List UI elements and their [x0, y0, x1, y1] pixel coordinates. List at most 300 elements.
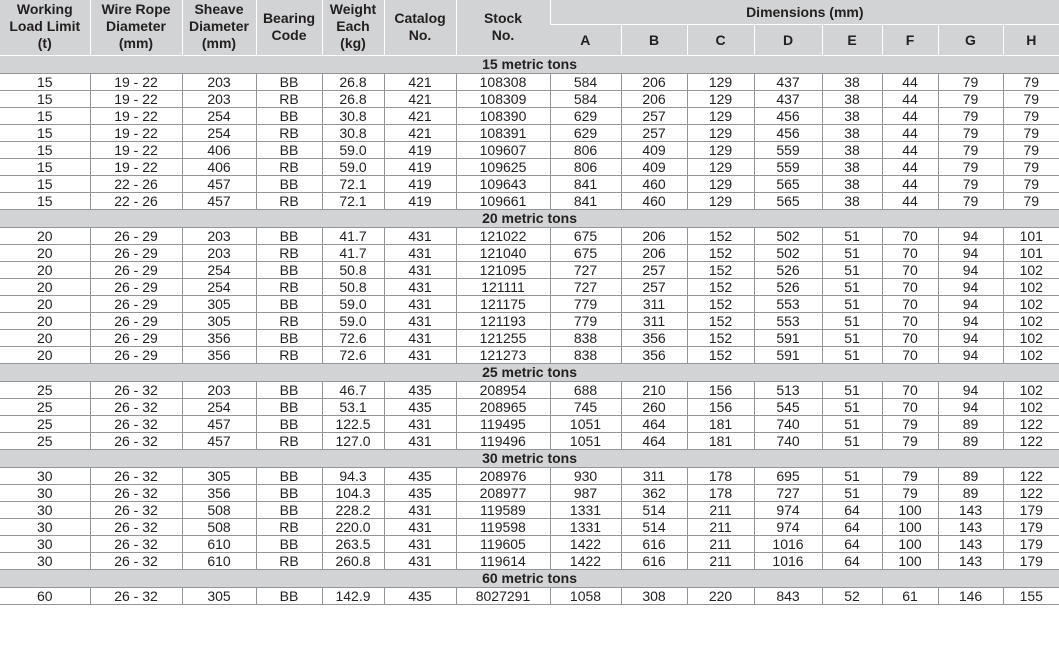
header-dim-f: F	[882, 25, 938, 56]
cell-dim-a: 987	[550, 485, 621, 502]
table-row	[0, 330, 1059, 347]
header-dim-h: H	[1003, 25, 1059, 56]
cell-dim-b: 514	[621, 502, 687, 519]
cell-dim-g: 94	[938, 347, 1003, 364]
table-row	[0, 347, 1059, 364]
cell-sheave-diameter: 305	[182, 468, 256, 485]
cell-dim-h: 179	[1003, 519, 1059, 536]
cell-wire-rope-diameter: 26 - 32	[90, 536, 182, 553]
cell-bearing-code: RB	[256, 347, 322, 364]
cell-working-load-limit: 20	[0, 262, 90, 279]
cell-wire-rope-diameter: 26 - 32	[90, 502, 182, 519]
cell-wire-rope-diameter: 26 - 29	[90, 228, 182, 245]
cell-dim-h: 79	[1003, 125, 1059, 142]
cell-dim-c: 152	[687, 347, 754, 364]
table-row	[0, 588, 1059, 605]
cell-working-load-limit: 15	[0, 74, 90, 91]
cell-bearing-code: BB	[256, 382, 322, 399]
cell-sheave-diameter: 457	[182, 176, 256, 193]
cell-dim-a: 779	[550, 296, 621, 313]
section-title: 60 metric tons	[0, 570, 1059, 588]
cell-dim-h: 79	[1003, 142, 1059, 159]
cell-weight-each: 26.8	[322, 74, 384, 91]
cell-working-load-limit: 30	[0, 502, 90, 519]
cell-dim-f: 100	[882, 519, 938, 536]
table-row	[0, 245, 1059, 262]
cell-working-load-limit: 20	[0, 313, 90, 330]
cell-weight-each: 72.6	[322, 330, 384, 347]
header-sheave-diameter: Sheave Diameter (mm)	[182, 0, 256, 56]
cell-sheave-diameter: 203	[182, 91, 256, 108]
cell-dim-b: 260	[621, 399, 687, 416]
cell-catalog-no: 435	[384, 399, 456, 416]
cell-dim-h: 102	[1003, 296, 1059, 313]
cell-dim-b: 206	[621, 228, 687, 245]
cell-working-load-limit: 30	[0, 553, 90, 570]
cell-dim-e: 51	[822, 433, 882, 450]
cell-dim-e: 51	[822, 228, 882, 245]
cell-weight-each: 59.0	[322, 296, 384, 313]
cell-dim-e: 51	[822, 279, 882, 296]
cell-stock-no: 121255	[456, 330, 550, 347]
cell-dim-h: 79	[1003, 74, 1059, 91]
cell-dim-a: 838	[550, 330, 621, 347]
cell-dim-c: 156	[687, 382, 754, 399]
cell-dim-a: 745	[550, 399, 621, 416]
header-dim-d: D	[754, 25, 822, 56]
section-title: 15 metric tons	[0, 56, 1059, 74]
section-title: 30 metric tons	[0, 450, 1059, 468]
cell-stock-no: 119589	[456, 502, 550, 519]
cell-catalog-no: 431	[384, 262, 456, 279]
table-row	[0, 91, 1059, 108]
cell-dim-b: 206	[621, 245, 687, 262]
cell-dim-h: 79	[1003, 159, 1059, 176]
cell-dim-b: 514	[621, 519, 687, 536]
cell-stock-no: 119614	[456, 553, 550, 570]
cell-weight-each: 94.3	[322, 468, 384, 485]
cell-dim-g: 79	[938, 176, 1003, 193]
cell-dim-c: 129	[687, 159, 754, 176]
section-header-row	[0, 56, 1059, 74]
cell-dim-g: 94	[938, 245, 1003, 262]
cell-dim-g: 79	[938, 159, 1003, 176]
cell-dim-b: 308	[621, 588, 687, 605]
cell-weight-each: 30.8	[322, 108, 384, 125]
cell-catalog-no: 419	[384, 159, 456, 176]
cell-dim-h: 179	[1003, 502, 1059, 519]
cell-wire-rope-diameter: 26 - 29	[90, 296, 182, 313]
cell-dim-f: 79	[882, 485, 938, 502]
cell-dim-f: 70	[882, 279, 938, 296]
cell-dim-c: 211	[687, 553, 754, 570]
cell-dim-h: 122	[1003, 485, 1059, 502]
cell-dim-a: 806	[550, 159, 621, 176]
header-wire-rope-diameter: Wire Rope Diameter (mm)	[90, 0, 182, 56]
cell-dim-e: 64	[822, 536, 882, 553]
cell-catalog-no: 419	[384, 142, 456, 159]
cell-dim-c: 129	[687, 193, 754, 210]
cell-catalog-no: 421	[384, 74, 456, 91]
cell-dim-f: 70	[882, 399, 938, 416]
cell-dim-e: 51	[822, 416, 882, 433]
cell-dim-b: 257	[621, 262, 687, 279]
cell-wire-rope-diameter: 22 - 26	[90, 193, 182, 210]
cell-working-load-limit: 25	[0, 399, 90, 416]
cell-dim-a: 806	[550, 142, 621, 159]
cell-dim-g: 89	[938, 468, 1003, 485]
cell-bearing-code: BB	[256, 502, 322, 519]
cell-catalog-no: 431	[384, 519, 456, 536]
cell-sheave-diameter: 203	[182, 382, 256, 399]
cell-stock-no: 119598	[456, 519, 550, 536]
cell-weight-each: 72.6	[322, 347, 384, 364]
cell-dim-g: 79	[938, 108, 1003, 125]
cell-dim-h: 79	[1003, 91, 1059, 108]
cell-stock-no: 119495	[456, 416, 550, 433]
cell-dim-f: 100	[882, 502, 938, 519]
cell-bearing-code: BB	[256, 176, 322, 193]
cell-dim-a: 675	[550, 228, 621, 245]
cell-catalog-no: 435	[384, 588, 456, 605]
cell-wire-rope-diameter: 19 - 22	[90, 125, 182, 142]
cell-bearing-code: BB	[256, 262, 322, 279]
cell-dim-b: 356	[621, 347, 687, 364]
cell-dim-a: 1331	[550, 502, 621, 519]
cell-weight-each: 260.8	[322, 553, 384, 570]
cell-wire-rope-diameter: 26 - 32	[90, 553, 182, 570]
cell-dim-d: 456	[754, 108, 822, 125]
cell-sheave-diameter: 203	[182, 228, 256, 245]
table-row	[0, 502, 1059, 519]
cell-dim-f: 70	[882, 313, 938, 330]
cell-dim-d: 843	[754, 588, 822, 605]
cell-dim-f: 70	[882, 330, 938, 347]
cell-dim-h: 102	[1003, 399, 1059, 416]
cell-catalog-no: 431	[384, 502, 456, 519]
cell-bearing-code: BB	[256, 330, 322, 347]
cell-stock-no: 109643	[456, 176, 550, 193]
cell-dim-a: 688	[550, 382, 621, 399]
cell-dim-h: 102	[1003, 313, 1059, 330]
cell-catalog-no: 431	[384, 228, 456, 245]
cell-dim-c: 211	[687, 502, 754, 519]
cell-dim-h: 122	[1003, 468, 1059, 485]
header-dim-c: C	[687, 25, 754, 56]
cell-weight-each: 50.8	[322, 279, 384, 296]
cell-bearing-code: BB	[256, 296, 322, 313]
table-row	[0, 468, 1059, 485]
cell-dim-f: 100	[882, 536, 938, 553]
cell-dim-b: 356	[621, 330, 687, 347]
cell-bearing-code: BB	[256, 468, 322, 485]
cell-dim-a: 779	[550, 313, 621, 330]
cell-sheave-diameter: 254	[182, 262, 256, 279]
cell-dim-a: 727	[550, 262, 621, 279]
cell-dim-a: 1058	[550, 588, 621, 605]
cell-dim-e: 64	[822, 502, 882, 519]
cell-dim-d: 591	[754, 330, 822, 347]
cell-dim-e: 38	[822, 193, 882, 210]
cell-wire-rope-diameter: 26 - 32	[90, 382, 182, 399]
cell-weight-each: 228.2	[322, 502, 384, 519]
cell-working-load-limit: 60	[0, 588, 90, 605]
cell-dim-d: 526	[754, 262, 822, 279]
cell-working-load-limit: 15	[0, 108, 90, 125]
cell-dim-f: 70	[882, 347, 938, 364]
cell-stock-no: 208954	[456, 382, 550, 399]
table-row	[0, 262, 1059, 279]
cell-stock-no: 208976	[456, 468, 550, 485]
cell-weight-each: 41.7	[322, 228, 384, 245]
cell-dim-b: 616	[621, 536, 687, 553]
cell-dim-h: 79	[1003, 176, 1059, 193]
cell-wire-rope-diameter: 26 - 29	[90, 347, 182, 364]
cell-dim-h: 122	[1003, 433, 1059, 450]
cell-dim-b: 464	[621, 416, 687, 433]
cell-dim-b: 460	[621, 176, 687, 193]
cell-weight-each: 59.0	[322, 142, 384, 159]
cell-bearing-code: BB	[256, 536, 322, 553]
cell-catalog-no: 419	[384, 193, 456, 210]
cell-dim-b: 311	[621, 296, 687, 313]
cell-dim-b: 460	[621, 193, 687, 210]
cell-dim-h: 102	[1003, 262, 1059, 279]
cell-bearing-code: BB	[256, 74, 322, 91]
cell-sheave-diameter: 457	[182, 193, 256, 210]
cell-dim-d: 559	[754, 142, 822, 159]
cell-dim-f: 70	[882, 382, 938, 399]
cell-dim-g: 79	[938, 125, 1003, 142]
cell-dim-f: 61	[882, 588, 938, 605]
section-title: 25 metric tons	[0, 364, 1059, 382]
cell-bearing-code: BB	[256, 228, 322, 245]
cell-catalog-no: 431	[384, 296, 456, 313]
cell-sheave-diameter: 203	[182, 74, 256, 91]
table-row	[0, 433, 1059, 450]
cell-dim-g: 94	[938, 313, 1003, 330]
cell-dim-c: 152	[687, 228, 754, 245]
cell-dim-c: 152	[687, 262, 754, 279]
cell-dim-b: 257	[621, 125, 687, 142]
cell-stock-no: 109607	[456, 142, 550, 159]
cell-dim-e: 38	[822, 125, 882, 142]
cell-sheave-diameter: 610	[182, 536, 256, 553]
cell-dim-a: 675	[550, 245, 621, 262]
cell-dim-b: 206	[621, 91, 687, 108]
cell-stock-no: 119496	[456, 433, 550, 450]
cell-dim-c: 178	[687, 468, 754, 485]
cell-dim-b: 409	[621, 142, 687, 159]
cell-dim-e: 38	[822, 74, 882, 91]
header-dim-g: G	[938, 25, 1003, 56]
table-row	[0, 485, 1059, 502]
cell-dim-e: 38	[822, 159, 882, 176]
cell-wire-rope-diameter: 22 - 26	[90, 176, 182, 193]
cell-dim-e: 51	[822, 468, 882, 485]
cell-working-load-limit: 30	[0, 536, 90, 553]
cell-wire-rope-diameter: 26 - 32	[90, 416, 182, 433]
cell-dim-c: 129	[687, 91, 754, 108]
cell-dim-c: 129	[687, 108, 754, 125]
table-body	[0, 56, 1059, 605]
cell-working-load-limit: 30	[0, 485, 90, 502]
cell-dim-b: 210	[621, 382, 687, 399]
header-dim-e: E	[822, 25, 882, 56]
cell-catalog-no: 421	[384, 108, 456, 125]
table-row	[0, 553, 1059, 570]
cell-dim-c: 152	[687, 313, 754, 330]
cell-dim-d: 591	[754, 347, 822, 364]
cell-catalog-no: 431	[384, 536, 456, 553]
cell-sheave-diameter: 356	[182, 347, 256, 364]
cell-dim-a: 1051	[550, 433, 621, 450]
cell-dim-a: 1422	[550, 553, 621, 570]
table-row	[0, 142, 1059, 159]
cell-weight-each: 41.7	[322, 245, 384, 262]
cell-catalog-no: 431	[384, 553, 456, 570]
cell-catalog-no: 431	[384, 330, 456, 347]
cell-dim-e: 51	[822, 245, 882, 262]
cell-dim-a: 841	[550, 176, 621, 193]
cell-dim-d: 502	[754, 245, 822, 262]
cell-wire-rope-diameter: 26 - 32	[90, 485, 182, 502]
cell-weight-each: 30.8	[322, 125, 384, 142]
cell-dim-g: 79	[938, 91, 1003, 108]
cell-working-load-limit: 20	[0, 296, 90, 313]
cell-wire-rope-diameter: 26 - 29	[90, 313, 182, 330]
cell-sheave-diameter: 457	[182, 416, 256, 433]
cell-dim-h: 79	[1003, 108, 1059, 125]
cell-catalog-no: 435	[384, 468, 456, 485]
cell-dim-d: 565	[754, 193, 822, 210]
cell-weight-each: 263.5	[322, 536, 384, 553]
cell-sheave-diameter: 305	[182, 588, 256, 605]
cell-dim-f: 79	[882, 433, 938, 450]
header-dim-b: B	[621, 25, 687, 56]
cell-working-load-limit: 15	[0, 193, 90, 210]
cell-dim-a: 584	[550, 91, 621, 108]
cell-dim-e: 38	[822, 142, 882, 159]
cell-catalog-no: 421	[384, 125, 456, 142]
cell-bearing-code: BB	[256, 416, 322, 433]
cell-working-load-limit: 15	[0, 176, 90, 193]
cell-dim-e: 38	[822, 176, 882, 193]
cell-catalog-no: 435	[384, 382, 456, 399]
cell-dim-g: 89	[938, 485, 1003, 502]
cell-working-load-limit: 20	[0, 347, 90, 364]
cell-stock-no: 119605	[456, 536, 550, 553]
section-header-row	[0, 210, 1059, 228]
cell-dim-d: 740	[754, 416, 822, 433]
section-header-row	[0, 450, 1059, 468]
cell-dim-g: 143	[938, 536, 1003, 553]
cell-dim-f: 70	[882, 245, 938, 262]
cell-dim-b: 311	[621, 468, 687, 485]
cell-dim-e: 51	[822, 382, 882, 399]
header-bearing-code: Bearing Code	[256, 0, 322, 56]
cell-dim-g: 94	[938, 382, 1003, 399]
header-working-load-limit: Working Load Limit (t)	[0, 0, 90, 56]
cell-dim-c: 152	[687, 279, 754, 296]
cell-bearing-code: RB	[256, 553, 322, 570]
cell-stock-no: 109661	[456, 193, 550, 210]
cell-dim-e: 51	[822, 485, 882, 502]
header-dimensions: Dimensions (mm)	[550, 0, 1059, 25]
cell-dim-d: 553	[754, 296, 822, 313]
cell-stock-no: 109625	[456, 159, 550, 176]
cell-bearing-code: BB	[256, 142, 322, 159]
cell-dim-d: 727	[754, 485, 822, 502]
table-row	[0, 519, 1059, 536]
table-row	[0, 108, 1059, 125]
cell-weight-each: 122.5	[322, 416, 384, 433]
cell-dim-c: 152	[687, 245, 754, 262]
cell-sheave-diameter: 305	[182, 313, 256, 330]
cell-weight-each: 50.8	[322, 262, 384, 279]
cell-weight-each: 142.9	[322, 588, 384, 605]
cell-stock-no: 121040	[456, 245, 550, 262]
cell-wire-rope-diameter: 26 - 29	[90, 279, 182, 296]
cell-dim-g: 79	[938, 142, 1003, 159]
cell-dim-g: 143	[938, 553, 1003, 570]
cell-dim-c: 152	[687, 330, 754, 347]
cell-dim-d: 456	[754, 125, 822, 142]
cell-dim-e: 51	[822, 262, 882, 279]
cell-dim-h: 155	[1003, 588, 1059, 605]
cell-catalog-no: 431	[384, 279, 456, 296]
cell-dim-g: 94	[938, 262, 1003, 279]
cell-dim-g: 94	[938, 330, 1003, 347]
cell-stock-no: 108391	[456, 125, 550, 142]
cell-dim-a: 1422	[550, 536, 621, 553]
cell-dim-e: 51	[822, 399, 882, 416]
cell-working-load-limit: 15	[0, 159, 90, 176]
cell-wire-rope-diameter: 19 - 22	[90, 142, 182, 159]
cell-weight-each: 220.0	[322, 519, 384, 536]
cell-dim-f: 44	[882, 125, 938, 142]
cell-sheave-diameter: 254	[182, 108, 256, 125]
cell-dim-c: 211	[687, 536, 754, 553]
cell-bearing-code: BB	[256, 399, 322, 416]
cell-dim-e: 51	[822, 313, 882, 330]
table-row	[0, 399, 1059, 416]
cell-dim-d: 553	[754, 313, 822, 330]
cell-stock-no: 108390	[456, 108, 550, 125]
cell-stock-no: 121193	[456, 313, 550, 330]
cell-dim-h: 101	[1003, 245, 1059, 262]
cell-dim-d: 1016	[754, 536, 822, 553]
cell-sheave-diameter: 406	[182, 159, 256, 176]
cell-weight-each: 26.8	[322, 91, 384, 108]
cell-dim-d: 740	[754, 433, 822, 450]
cell-sheave-diameter: 254	[182, 279, 256, 296]
cell-working-load-limit: 30	[0, 468, 90, 485]
cell-catalog-no: 435	[384, 485, 456, 502]
cell-wire-rope-diameter: 26 - 32	[90, 433, 182, 450]
cell-dim-h: 101	[1003, 228, 1059, 245]
cell-weight-each: 59.0	[322, 313, 384, 330]
cell-dim-c: 152	[687, 296, 754, 313]
cell-weight-each: 104.3	[322, 485, 384, 502]
cell-dim-d: 565	[754, 176, 822, 193]
cell-dim-a: 629	[550, 125, 621, 142]
table-row	[0, 159, 1059, 176]
cell-dim-g: 143	[938, 519, 1003, 536]
cell-dim-h: 102	[1003, 382, 1059, 399]
cell-sheave-diameter: 356	[182, 485, 256, 502]
cell-working-load-limit: 15	[0, 91, 90, 108]
